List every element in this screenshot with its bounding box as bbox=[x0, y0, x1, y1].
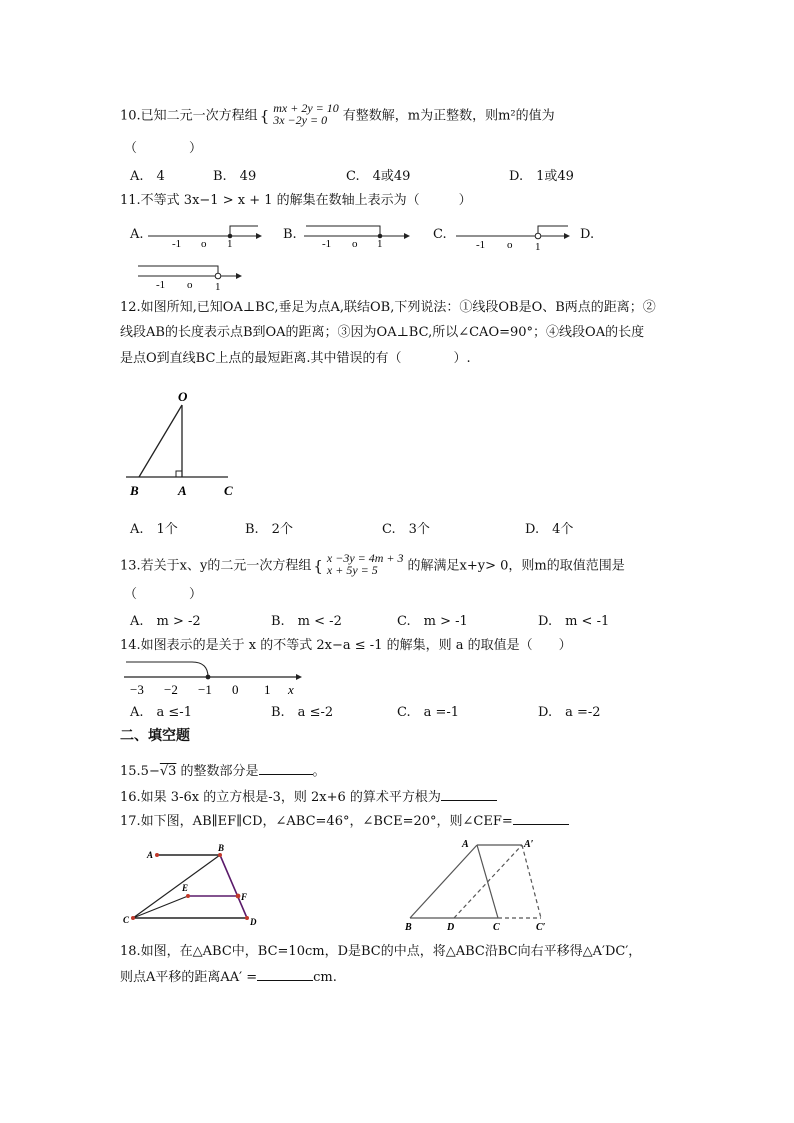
q14-tick-0: 0 bbox=[232, 682, 239, 697]
q10-option-a[interactable]: A. 4 bbox=[130, 169, 165, 184]
q13-option-d[interactable]: D. m < -1 bbox=[538, 614, 610, 629]
q11-option-c[interactable]: C. bbox=[433, 227, 447, 242]
q11-b-tick-0: o bbox=[352, 238, 358, 250]
q14-tick-neg2: −2 bbox=[164, 682, 178, 697]
q12-label-b: B bbox=[130, 483, 139, 498]
q16-stem bbox=[120, 788, 497, 807]
q15-answer-blank[interactable] bbox=[259, 762, 313, 775]
q18-label-a: A bbox=[462, 839, 469, 850]
q17-label-c: C bbox=[123, 915, 130, 925]
q10-stem bbox=[120, 101, 555, 128]
q11-option-b[interactable]: B. bbox=[283, 227, 297, 242]
q18-line2-suffix: cm. bbox=[313, 970, 337, 985]
q17-figure bbox=[120, 838, 270, 930]
q12-figure bbox=[120, 385, 250, 500]
q15-prefix: 15.5− bbox=[120, 764, 160, 779]
q12-line3: 是点O到直线BC上点的最短距离.其中错误的有（ ）. bbox=[120, 351, 471, 366]
q13-suffix: 的解满足x+y> 0，则m的取值范围是 bbox=[407, 558, 625, 574]
q12-option-d[interactable]: D. 4个 bbox=[525, 522, 574, 537]
q13-option-a[interactable]: A. m > -2 bbox=[130, 614, 201, 629]
q14-option-a[interactable]: A. a ≤-1 bbox=[130, 705, 192, 720]
q14-numberline bbox=[124, 658, 314, 698]
q10-eq1: mx + 2y = 10 bbox=[273, 101, 339, 115]
q11-d-tick-neg1: -1 bbox=[156, 279, 166, 291]
section-fill-in-title: 二、填空题 bbox=[120, 728, 190, 744]
q10-brace: { bbox=[259, 107, 270, 125]
q11-c-tick-0: o bbox=[507, 239, 513, 251]
q10-suffix: 有整数解，m为正整数，则m²的值为 bbox=[342, 108, 555, 124]
q14-option-d[interactable]: D. a =-2 bbox=[538, 705, 601, 720]
q11-d-tick-0: o bbox=[187, 279, 193, 291]
q13-option-b[interactable]: B. m < -2 bbox=[271, 614, 342, 629]
q14-option-b[interactable]: B. a ≤-2 bbox=[271, 705, 334, 720]
q18-line2-prefix: 则点A平移的距离AA′ = bbox=[120, 970, 258, 985]
q11-a-tick-0: o bbox=[201, 238, 207, 250]
q12-option-b[interactable]: B. 2个 bbox=[245, 522, 293, 537]
q11-numberline-c bbox=[456, 222, 574, 254]
q10-prefix: 10.已知二元一次方程组 bbox=[120, 108, 258, 124]
q11-c-tick-neg1: -1 bbox=[476, 239, 486, 251]
q11-b-tick-neg1: -1 bbox=[322, 238, 332, 250]
q17-label-a: A bbox=[147, 850, 154, 860]
q12-option-a[interactable]: A. 1个 bbox=[130, 522, 178, 537]
q12-line2: 线段AB的长度表示点B到OA的距离；③因为OA⊥BC,所以∠CAO=90°；④线段OA的长度 bbox=[120, 325, 645, 340]
q12-label-o: O bbox=[178, 389, 188, 404]
q15-stem bbox=[120, 762, 326, 781]
q11-option-a[interactable]: A. bbox=[130, 227, 144, 242]
q11-a-tick-1: 1 bbox=[227, 238, 233, 250]
q11-numberline-a bbox=[148, 222, 263, 252]
q15-end: 。 bbox=[312, 764, 326, 779]
q15-suffix: 的整数部分是 bbox=[176, 764, 259, 779]
q14-axis-var: x bbox=[288, 682, 294, 697]
q12-option-c[interactable]: C. 3个 bbox=[382, 522, 430, 537]
q10-option-b[interactable]: B. 49 bbox=[213, 169, 257, 184]
q18-line2 bbox=[120, 968, 337, 987]
q12-label-c: C bbox=[224, 483, 233, 498]
q14-tick-neg1: −1 bbox=[198, 682, 212, 697]
q17-label-f: F bbox=[241, 892, 248, 902]
q12-line1: 12.如图所知,已知OA⊥BC,垂足为点A,联结OB,下列说法：①线段OB是O、B两点的距离；② bbox=[120, 300, 656, 315]
q17-label-e: E bbox=[182, 883, 189, 893]
q17-stem bbox=[120, 812, 569, 831]
q11-numberline-d bbox=[138, 262, 248, 294]
q14-tick-1: 1 bbox=[264, 682, 271, 697]
q13-eq2: x + 5y = 5 bbox=[326, 563, 378, 577]
q14-tick-neg3: −3 bbox=[130, 682, 144, 697]
q11-stem: 11.不等式 3x−1 > x + 1 的解集在数轴上表示为（ ） bbox=[120, 193, 472, 208]
q13-prefix: 13.若关于x、y的二元一次方程组 bbox=[120, 558, 312, 574]
q18-figure bbox=[400, 835, 570, 935]
q10-system bbox=[273, 102, 339, 126]
q13-eq1: x −3y = 4m + 3 bbox=[326, 551, 404, 565]
q11-b-tick-1: 1 bbox=[377, 238, 383, 250]
q11-option-d[interactable]: D. bbox=[580, 227, 595, 242]
q10-eq2: 3x −2y = 0 bbox=[273, 113, 328, 127]
q13-option-c[interactable]: C. m > -1 bbox=[397, 614, 468, 629]
q18-label-d: D bbox=[447, 922, 455, 933]
q16-text: 16.如果 3-6x 的立方根是-3，则 2x+6 的算术平方根为 bbox=[120, 790, 441, 805]
q18-label-b: B bbox=[405, 922, 412, 933]
q16-answer-blank[interactable] bbox=[441, 788, 497, 801]
q13-paren: （ ） bbox=[124, 587, 203, 602]
q14-option-c[interactable]: C. a =-1 bbox=[397, 705, 460, 720]
q10-option-c[interactable]: C. 4或49 bbox=[346, 169, 411, 184]
q17-label-b: B bbox=[218, 843, 225, 853]
q17-text: 17.如下图，AB∥EF∥CD，∠ABC=46°，∠BCE=20°，则∠CEF= bbox=[120, 814, 513, 829]
q11-numberline-b bbox=[304, 222, 414, 252]
q14-stem: 14.如图表示的是关于 x 的不等式 2x−a ≤ -1 的解集，则 a 的取值是（ ） bbox=[120, 638, 572, 653]
q18-label-a-prime: A′ bbox=[524, 839, 534, 850]
q13-brace: { bbox=[313, 557, 323, 575]
q18-label-c: C bbox=[493, 922, 500, 933]
q12-label-a: A bbox=[178, 483, 187, 498]
q10-paren: （ ） bbox=[124, 141, 203, 156]
q13-stem bbox=[120, 551, 625, 578]
q11-c-tick-1: 1 bbox=[535, 241, 541, 253]
q18-line1: 18.如图，在△ABC中，BC=10cm，D是BC的中点，将△ABC沿BC向右平移得△A′DC′， bbox=[120, 944, 642, 959]
q11-a-tick-neg1: -1 bbox=[172, 238, 182, 250]
q17-label-d: D bbox=[250, 917, 257, 927]
q18-answer-blank[interactable] bbox=[257, 968, 313, 981]
q11-d-tick-1: 1 bbox=[215, 281, 221, 293]
q17-answer-blank[interactable] bbox=[513, 812, 569, 825]
q18-label-c-prime: C′ bbox=[536, 922, 546, 933]
q15-sqrt: √3 bbox=[159, 764, 177, 779]
q10-option-d[interactable]: D. 1或49 bbox=[509, 169, 574, 184]
q13-system bbox=[327, 552, 404, 576]
